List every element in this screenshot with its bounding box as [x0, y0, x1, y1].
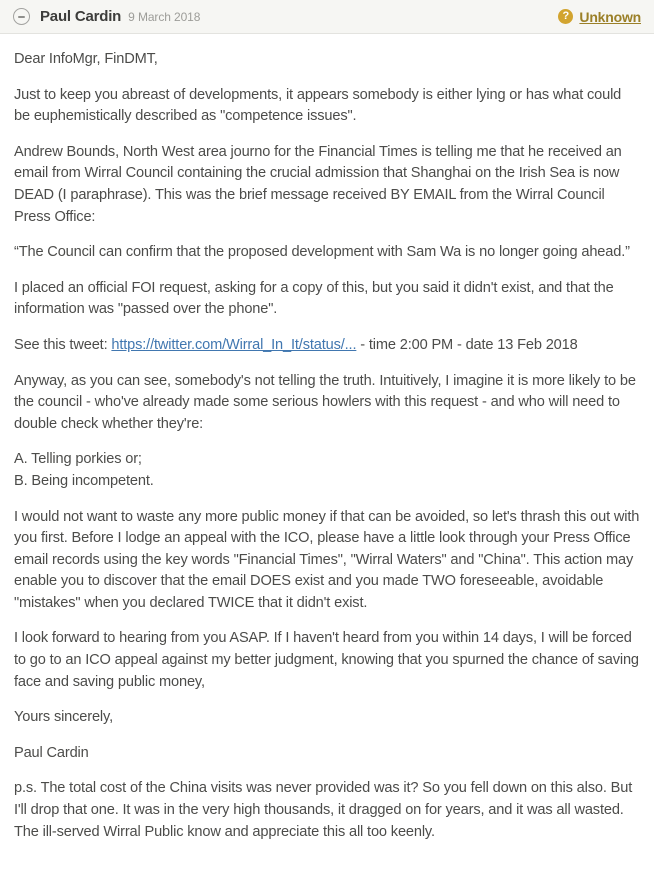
paragraph-anyway: Anyway, as you can see, somebody's not telling the truth. Intuitively, I imagine it is more likely to be the council - who've already made some serious howlers with this request - and who will need to double check whether they're: — [14, 372, 636, 432]
author-name: Paul Cardin — [40, 8, 122, 25]
paragraph-postscript: p.s. The total cost of the China visits was never provided was it? So you fell down on this also. But I'll drop that one. It was in the very high thousands, it dragged on for years, and it was all wasted. The ill-served Wirral Public know and appreciate this all too keenly. — [14, 780, 633, 840]
paragraph-tweet-line — [14, 335, 640, 357]
paragraph-foi-request: I placed an official FOI request, asking for a copy of this, but you said it didn't exist, and that the information was "passed over the phone". — [14, 279, 614, 318]
paragraph-council-quote: “The Council can confirm that the proposed development with Sam Wa is no longer going ahead.” — [14, 244, 630, 261]
status-unknown-link[interactable]: Unknown — [579, 8, 641, 25]
paragraph-salutation: Dear InfoMgr, FinDMT, — [14, 51, 158, 67]
tweet-link[interactable]: https://twitter.com/Wirral_In_It/status/... — [111, 336, 357, 353]
minus-icon — [18, 16, 25, 18]
help-question-icon[interactable]: ? — [558, 9, 573, 24]
paragraph-signature: Paul Cardin — [14, 744, 89, 761]
collapse-message-button[interactable] — [13, 8, 30, 25]
option-a: A. Telling porkies or; — [14, 451, 142, 468]
paragraph-andrew-bounds: Andrew Bounds, North West area journo for the Financial Times is telling me that he received an email from Wirral Council containing the crucial admission that Shanghai on the Irish Sea is now DEAD (I paraphrase). This was the brief message received BY EMAIL from the Wirral Council Press Office: — [14, 143, 622, 225]
message-date: 9 March 2018 — [128, 9, 201, 24]
option-b: B. Being incompetent. — [14, 472, 154, 489]
paragraph-options — [14, 449, 640, 492]
paragraph-look-forward: I look forward to hearing from you ASAP. If I haven't heard from you within 14 days, I will be forced to go to an ICO appeal against my better judgment, knowing that you spurned the chance of saving face and saving public money, — [14, 630, 639, 690]
tweet-prefix: See this tweet: — [14, 336, 112, 353]
paragraph-sign-off: Yours sincerely, — [14, 709, 113, 726]
paragraph-intro: Just to keep you abreast of developments, it appears somebody is either lying or has what could be euphemistically described as "competence issues". — [14, 86, 622, 125]
paragraph-public-money: I would not want to waste any more public money if that can be avoided, so let's thrash this out with you first. Before I lodge an appeal with the ICO, please have a little look through your Press Office email records using the key words "Financial Times", "Wirral Waters" and "China". This action may enable you to discover that the email DOES exist and you made TWO foreseeable, avoidable "mistakes" when you declared TWICE that it didn't exist. — [14, 508, 640, 611]
message-body — [0, 34, 654, 869]
tweet-suffix: - time 2:00 PM - date 13 Feb 2018 — [356, 336, 578, 353]
message-header — [0, 0, 654, 34]
